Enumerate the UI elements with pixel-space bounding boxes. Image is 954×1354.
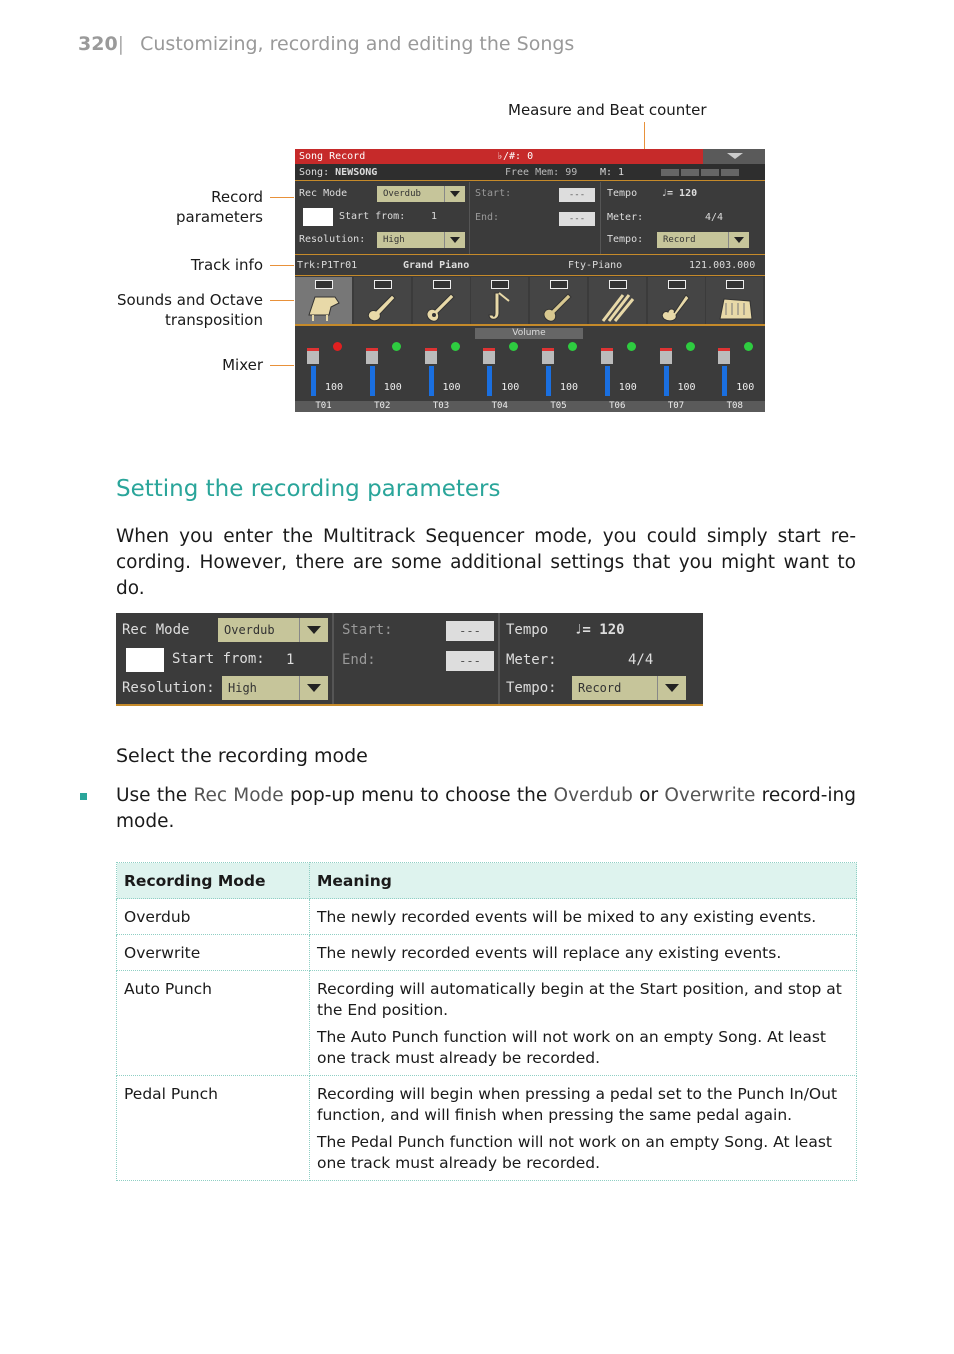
end-label: End:	[475, 212, 500, 223]
start-from-checkbox[interactable]	[303, 208, 333, 226]
tempo-mode-value: Record	[663, 235, 696, 245]
divider	[469, 182, 470, 254]
rec-mode-label: Rec Mode	[122, 622, 190, 638]
callout-sounds	[100, 290, 263, 330]
meter-value[interactable]: 4/4	[628, 652, 654, 668]
meaning-text: Recording will begin when pressing a pedal set to the Punch In/Out function, and will finish when pressing the same pedal again.	[317, 1085, 838, 1124]
table-header-row	[117, 863, 857, 899]
guitar-icon	[540, 289, 578, 323]
pan-knob[interactable]	[425, 348, 437, 364]
status-led-icon	[451, 342, 460, 351]
octave-icon	[433, 280, 451, 289]
meter-label: Meter:	[506, 652, 557, 668]
meaning-cell	[310, 899, 857, 935]
track-label[interactable]: T07	[667, 401, 685, 411]
term-overwrite: Overwrite	[664, 785, 756, 806]
tempo-value[interactable]: ♩= 120	[574, 622, 625, 638]
start-from-label: Start from:	[339, 211, 406, 222]
start-from-value[interactable]: 1	[286, 652, 295, 668]
octave-icon	[315, 280, 333, 289]
volume-fader[interactable]	[664, 366, 669, 396]
octave-icon	[550, 280, 568, 289]
volume-fader[interactable]	[429, 366, 434, 396]
tempo-mode-value: Record	[578, 681, 622, 695]
status-led-icon	[744, 342, 753, 351]
status-led-icon	[509, 342, 518, 351]
sound-category: Fty-Piano	[568, 260, 623, 271]
bullet-text-part: or	[632, 785, 665, 806]
sound-button-4[interactable]	[471, 277, 528, 324]
song-info-bar	[295, 164, 765, 181]
song-label: Song:	[299, 167, 330, 178]
electric-guitar-icon	[364, 289, 402, 323]
octave-icon	[374, 280, 392, 289]
sound-button-1[interactable]	[295, 277, 352, 324]
drumsticks-icon	[599, 289, 637, 323]
start-field[interactable]: ---	[446, 621, 494, 641]
meter-value[interactable]: 4/4	[705, 212, 724, 223]
chevron-down-icon	[665, 684, 679, 692]
callout-track-info: Track info	[190, 256, 263, 274]
sound-button-7[interactable]	[648, 277, 705, 324]
pan-knob[interactable]	[483, 348, 495, 364]
beat-indicator	[661, 169, 741, 176]
recording-mode-table	[116, 862, 857, 1181]
volume-fader[interactable]	[311, 366, 316, 396]
song-record-screen	[295, 149, 765, 412]
divider	[600, 182, 601, 254]
tempo-mode-label: Tempo:	[607, 234, 644, 245]
meaning-cell	[310, 971, 857, 1076]
status-led-icon	[568, 342, 577, 351]
mixer-channel[interactable]	[413, 338, 470, 401]
column-header: Meaning	[310, 863, 857, 899]
volume-fader[interactable]	[546, 366, 551, 396]
callout-mixer: Mixer	[222, 356, 263, 374]
status-led-icon	[627, 342, 636, 351]
octave-icon	[491, 280, 509, 289]
chevron-down-icon	[307, 626, 321, 634]
volume-fader[interactable]	[722, 366, 727, 396]
volume-value: 100	[501, 382, 520, 393]
measure-counter: M: 1	[600, 167, 625, 178]
meaning-cell	[310, 935, 857, 971]
track-label[interactable]: T03	[432, 401, 450, 411]
mixer-channel[interactable]	[354, 338, 411, 401]
callout-record-line1: Record	[211, 188, 263, 206]
song-name: NEWSONG	[335, 167, 378, 178]
volume-value: 100	[560, 382, 579, 393]
mixer-channel[interactable]	[648, 338, 705, 401]
mode-cell: Overdub	[117, 899, 310, 935]
callout-record-line2: parameters	[175, 208, 263, 226]
volume-fader[interactable]	[487, 366, 492, 396]
sound-button-6[interactable]	[589, 277, 646, 324]
resolution-label: Resolution:	[122, 680, 215, 696]
start-label: Start:	[342, 622, 393, 638]
mixer-channel[interactable]	[530, 338, 587, 401]
end-field[interactable]: ---	[559, 212, 595, 226]
mixer-channel[interactable]	[589, 338, 646, 401]
mode-cell: Pedal Punch	[117, 1076, 310, 1181]
start-label: Start:	[475, 188, 512, 199]
pan-knob[interactable]	[718, 348, 730, 364]
pan-knob[interactable]	[542, 348, 554, 364]
callout-measure: Measure and Beat counter	[508, 101, 707, 119]
callout-line-mixer	[270, 365, 294, 366]
meaning-text: The Pedal Punch function will not work on an empty Song. At least one track must already be recorded.	[317, 1133, 832, 1172]
track-label[interactable]: T01	[315, 401, 332, 411]
divider	[332, 613, 334, 704]
divider	[498, 613, 500, 704]
sound-button-2[interactable]	[354, 277, 411, 324]
status-led-icon	[392, 342, 401, 351]
record-parameters-panel	[116, 613, 703, 706]
page-header	[78, 33, 574, 55]
resolution-value: High	[383, 235, 405, 245]
meter-label: Meter:	[607, 212, 644, 223]
meaning-text: The newly recorded events will be mixed to any existing events.	[317, 908, 817, 926]
rec-mode-popup[interactable]	[218, 618, 328, 642]
saxophone-icon	[481, 289, 519, 323]
rec-mode-label: Rec Mode	[299, 188, 348, 199]
chevron-down-icon	[450, 237, 460, 243]
header-separator: |	[117, 33, 125, 55]
rec-mode-value: Overdub	[383, 189, 421, 199]
chevron-down-icon	[734, 237, 744, 243]
bullet-text-part: Use the	[116, 785, 194, 806]
meaning-text: The Auto Punch function will not work on an empty Song. At least one track must already be recorded.	[317, 1028, 826, 1067]
callout-line-sounds	[270, 300, 294, 301]
mixer-channel[interactable]	[471, 338, 528, 401]
volume-value: 100	[618, 382, 637, 393]
status-led-icon	[686, 342, 695, 351]
octave-icon	[668, 280, 686, 289]
table-row	[117, 899, 857, 935]
chevron-down-icon	[307, 684, 321, 692]
track-label[interactable]: T05	[550, 401, 567, 411]
term-overdub: Overdub	[553, 785, 633, 806]
page-number: 320	[78, 33, 118, 55]
table-row	[117, 935, 857, 971]
track-info-bar	[295, 254, 765, 276]
volume-fader[interactable]	[370, 366, 375, 396]
mixer-channel[interactable]	[295, 338, 352, 401]
tempo-label: Tempo	[506, 622, 549, 638]
mixer	[295, 328, 765, 401]
resolution-value: High	[228, 681, 257, 695]
volume-value: 100	[736, 382, 755, 393]
tempo-value[interactable]: ♩= 120	[661, 188, 698, 199]
bullet-text-part: pop-up menu to choose the	[283, 785, 554, 806]
sound-selector-row	[295, 277, 765, 326]
start-field[interactable]: ---	[559, 188, 595, 202]
page-menu-icon[interactable]	[703, 149, 765, 164]
piano-icon	[305, 289, 343, 323]
acoustic-guitar-icon	[423, 289, 461, 323]
table-row	[117, 971, 857, 1076]
end-field[interactable]: ---	[446, 651, 494, 671]
callout-sounds-line1: Sounds and Octave	[116, 291, 263, 309]
key-transpose: ♭/#: 0	[497, 151, 534, 162]
meaning-text: The newly recorded events will replace any existing events.	[317, 944, 782, 962]
meaning-text: Recording will automatically begin at the Start position, and stop at the End position.	[317, 980, 842, 1019]
screen-title-bar	[295, 149, 765, 164]
track-label[interactable]: T08	[726, 401, 743, 411]
resolution-popup[interactable]	[222, 676, 328, 700]
tempo-label: Tempo	[607, 188, 638, 199]
start-from-value[interactable]: 1	[431, 211, 438, 222]
column-header: Recording Mode	[117, 863, 310, 899]
sound-button-8[interactable]	[706, 277, 763, 324]
chevron-down-icon	[450, 191, 460, 197]
end-label: End:	[342, 652, 376, 668]
sound-id: 121.003.000	[689, 260, 756, 271]
pan-knob[interactable]	[660, 348, 672, 364]
callout-record-parameters	[150, 187, 263, 227]
record-parameters	[295, 182, 765, 254]
section-title: Setting the recording parameters	[116, 476, 501, 502]
sound-button-5[interactable]	[530, 277, 587, 324]
start-from-checkbox[interactable]	[126, 648, 164, 672]
volume-fader[interactable]	[605, 366, 610, 396]
start-from-label: Start from:	[172, 651, 265, 667]
free-memory: Free Mem: 99	[505, 167, 578, 178]
pan-knob[interactable]	[366, 348, 378, 364]
track-labels	[295, 401, 765, 412]
callout-sounds-line2: transposition	[165, 311, 263, 329]
chapter-title: Customizing, recording and editing the Songs	[140, 33, 575, 55]
track-id: Trk:P1Tr01	[297, 260, 358, 271]
term-rec-mode: Rec Mode	[193, 785, 284, 806]
pan-knob[interactable]	[601, 348, 613, 364]
mode-cell: Auto Punch	[117, 971, 310, 1076]
bullet-square-icon	[80, 793, 87, 800]
pan-knob[interactable]	[307, 348, 319, 364]
resolution-label: Resolution:	[299, 234, 366, 245]
octave-icon	[726, 280, 744, 289]
bullet-text	[116, 783, 856, 835]
organ-icon	[716, 289, 754, 323]
octave-icon	[609, 280, 627, 289]
table-row	[117, 1076, 857, 1181]
sound-name: Grand Piano	[403, 260, 470, 271]
volume-value: 100	[325, 382, 344, 393]
meaning-cell	[310, 1076, 857, 1181]
tempo-mode-popup[interactable]	[657, 232, 749, 248]
volume-tab[interactable]: Volume	[475, 328, 583, 339]
mode-cell: Overwrite	[117, 935, 310, 971]
subheading: Select the recording mode	[116, 745, 368, 767]
status-led-icon	[333, 342, 342, 351]
bullet-text-part: record-ing mode.	[116, 785, 856, 832]
volume-value: 100	[677, 382, 696, 393]
intro-paragraph: When you enter the Multitrack Sequencer mode, you could simply start re-cording. However, there are some additional settings that you might want to do.	[116, 526, 856, 599]
tempo-mode-label: Tempo:	[506, 680, 557, 696]
callout-line-record	[270, 197, 294, 198]
resolution-popup[interactable]	[377, 232, 465, 248]
volume-value: 100	[383, 382, 402, 393]
violin-icon	[658, 289, 696, 323]
callout-line-track	[270, 265, 294, 266]
volume-value: 100	[442, 382, 461, 393]
track-label[interactable]: T06	[609, 401, 626, 411]
tempo-mode-popup[interactable]	[572, 676, 686, 700]
sound-button-3[interactable]	[413, 277, 470, 324]
rec-mode-value: Overdub	[224, 623, 275, 637]
screen-title: Song Record	[299, 151, 366, 162]
track-label[interactable]: T04	[491, 401, 508, 411]
song-name-field[interactable]	[299, 164, 377, 181]
rec-mode-popup[interactable]	[377, 186, 465, 202]
mixer-channel[interactable]	[706, 338, 763, 401]
track-label[interactable]: T02	[374, 401, 391, 411]
